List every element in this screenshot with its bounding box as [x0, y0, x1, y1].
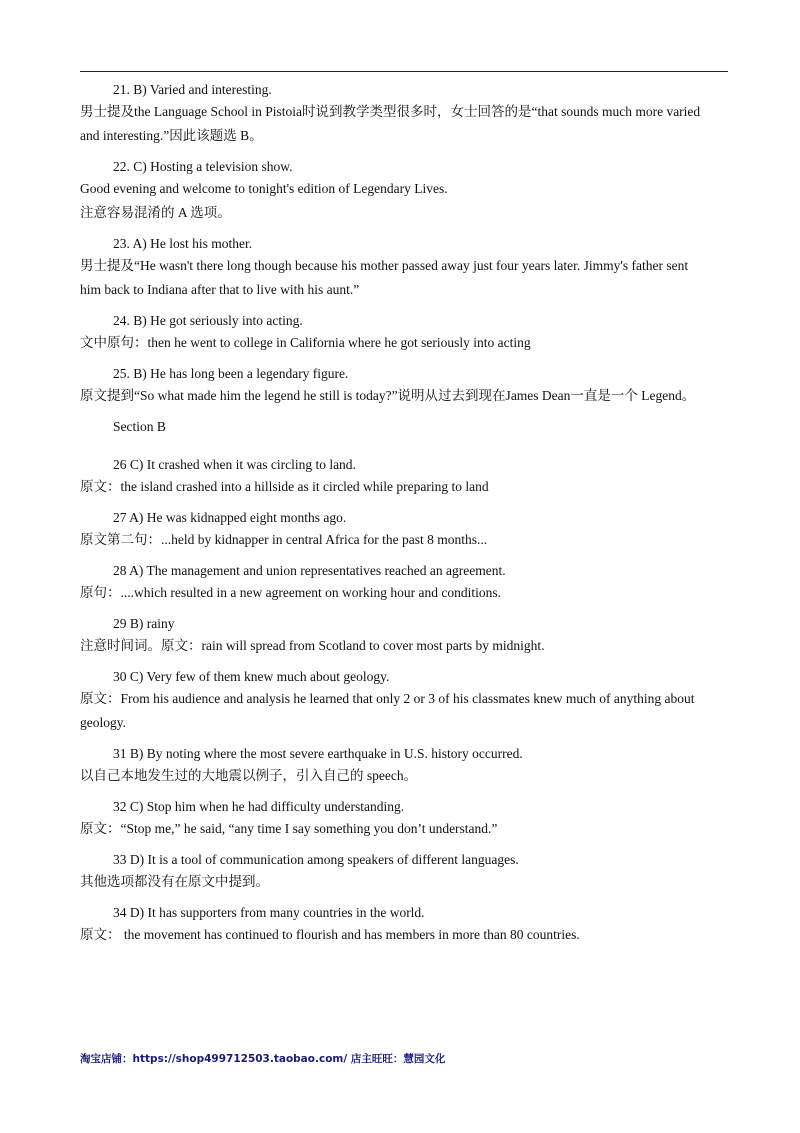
section-b-answers — [80, 454, 732, 947]
explanation-line: 以自己本地发生过的大地震以例子，引入自己的 speech。 — [80, 768, 418, 783]
answer-explanation — [80, 254, 732, 302]
section-a-answers — [80, 79, 732, 408]
answer-explanation — [80, 687, 732, 735]
answer-explanation — [80, 870, 732, 894]
explanation-line: 原文：From his audience and analysis he learned that only 2 or 3 of his classmates knew much of anything about — [80, 691, 695, 706]
explanation-line: 注意容易混淆的 A 选项。 — [80, 205, 231, 220]
answer-entry — [80, 743, 732, 788]
explanation-line: geology. — [80, 715, 126, 730]
answer-entry — [80, 560, 732, 605]
answer-explanation — [80, 581, 732, 605]
answer-explanation — [80, 331, 732, 355]
answer-choice: 31 B) By noting where the most severe earthquake in U.S. history occurred. — [113, 746, 523, 761]
explanation-line: 原句：....which resulted in a new agreement on working hour and conditions. — [80, 585, 502, 600]
answer-choice: 27 A) He was kidnapped eight months ago. — [113, 510, 347, 525]
footer-shop-info: 淘宝店铺：https://shop499712503.taobao.com/ 店主旺旺：慧园文化 — [80, 1053, 446, 1065]
answer-choice: 26 C) It crashed when it was circling to land. — [113, 457, 356, 472]
explanation-line: 原文： the movement has continued to flourish and has members in more than 80 countries. — [80, 927, 580, 942]
answer-explanation — [80, 177, 732, 225]
answer-entry — [80, 79, 732, 148]
answer-explanation — [80, 528, 732, 552]
answer-entry — [80, 454, 732, 499]
answer-entry — [80, 310, 732, 355]
answer-choice: 21. B) Varied and interesting. — [113, 82, 272, 97]
explanation-line: 男士提及“He wasn't there long though because his mother passed away just four years later. Jimmy's father sent — [80, 258, 689, 273]
answer-entry — [80, 156, 732, 225]
answer-entry — [80, 666, 732, 735]
explanation-line: him back to Indiana after that to live with his aunt.” — [80, 282, 360, 297]
answer-key-content — [80, 79, 732, 955]
explanation-line: Good evening and welcome to tonight's edition of Legendary Lives. — [80, 181, 448, 196]
answer-choice: 24. B) He got seriously into acting. — [113, 313, 303, 328]
section-b-heading: Section B — [113, 419, 166, 434]
header-rule — [80, 71, 728, 72]
explanation-line: 原文提到“So what made him the legend he still is today?”说明从过去到现在James Dean一直是一个 Legend。 — [80, 388, 696, 403]
answer-choice: 28 A) The management and union representatives reached an agreement. — [113, 563, 506, 578]
answer-entry — [80, 796, 732, 841]
answer-choice: 23. A) He lost his mother. — [113, 236, 253, 251]
answer-entry — [80, 363, 732, 408]
explanation-line: 原文：the island crashed into a hillside as it circled while preparing to land — [80, 479, 489, 494]
answer-explanation — [80, 817, 732, 841]
answer-explanation — [80, 634, 732, 658]
answer-choice: 22. C) Hosting a television show. — [113, 159, 293, 174]
answer-choice: 32 C) Stop him when he had difficulty understanding. — [113, 799, 405, 814]
answer-explanation — [80, 764, 732, 788]
explanation-line: 注意时间词。原文：rain will spread from Scotland to cover most parts by midnight. — [80, 638, 545, 653]
answer-explanation — [80, 384, 732, 408]
explanation-line: 文中原句：then he went to college in California where he got seriously into acting — [80, 335, 531, 350]
answer-entry — [80, 849, 732, 894]
explanation-line: 男士提及the Language School in Pistoia时说到教学类型很多时，女士回答的是“that sounds much more varied — [80, 104, 701, 119]
explanation-line: 其他选项都没有在原文中提到。 — [80, 874, 269, 889]
answer-entry — [80, 507, 732, 552]
explanation-line: 原文第二句：...held by kidnapper in central Africa for the past 8 months... — [80, 532, 488, 547]
answer-entry — [80, 902, 732, 947]
explanation-line: 原文：“Stop me,” he said, “any time I say something you don’t understand.” — [80, 821, 498, 836]
answer-choice: 29 B) rainy — [113, 616, 175, 631]
answer-choice: 33 D) It is a tool of communication among speakers of different languages. — [113, 852, 519, 867]
answer-choice: 25. B) He has long been a legendary figure. — [113, 366, 349, 381]
answer-choice: 34 D) It has supporters from many countries in the world. — [113, 905, 425, 920]
answer-explanation — [80, 923, 732, 947]
explanation-line: and interesting.”因此该题选 B。 — [80, 128, 263, 143]
answer-entry — [80, 233, 732, 302]
answer-choice: 30 C) Very few of them knew much about geology. — [113, 669, 390, 684]
answer-explanation — [80, 475, 732, 499]
answer-explanation — [80, 100, 732, 148]
answer-entry — [80, 613, 732, 658]
